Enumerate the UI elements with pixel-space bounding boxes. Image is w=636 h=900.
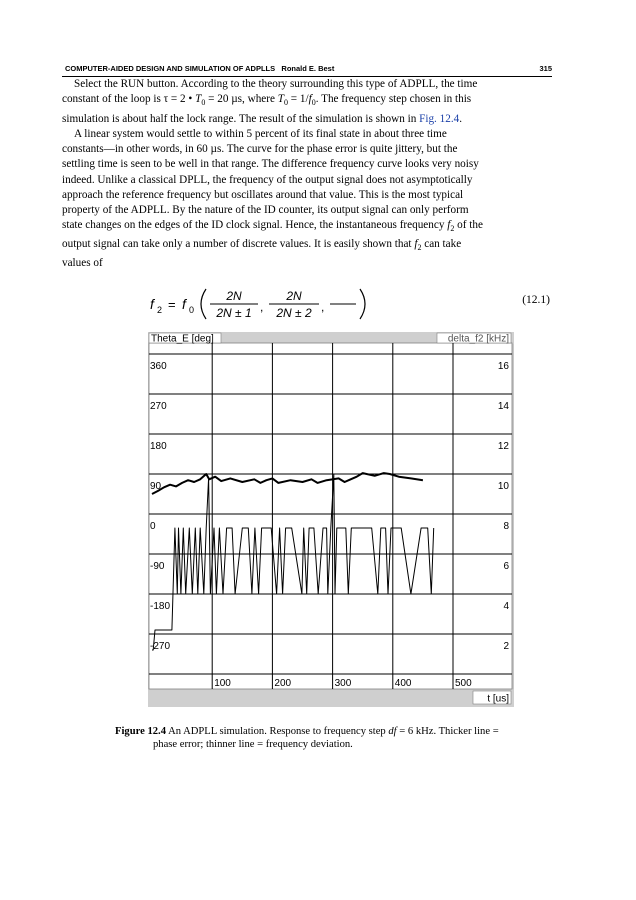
page-number: 315: [539, 64, 552, 73]
eq-num1: 2N: [226, 289, 242, 303]
header-rule: [62, 76, 552, 77]
y-left-tick-label: -270: [150, 641, 171, 652]
running-title: COMPUTER-AIDED DESIGN AND SIMULATION OF ADPLLS Ronald E. Best: [65, 64, 335, 73]
eq-den2: 2N ± 2: [276, 306, 312, 320]
author-name: Ronald E. Best: [281, 64, 335, 73]
equation-12-1: [150, 287, 550, 321]
para1-line2: constant of the loop is τ = 2 • $T_0 = 20$ µs, where $T_0 = 1/f_0$. The frequency step chosen in this: [62, 93, 472, 108]
chart-bottom-bar: [148, 689, 514, 707]
figure-caption: [115, 726, 551, 751]
eq-comma-1: ,: [260, 300, 264, 314]
para2-line7: state changes on the edges of the ID clock signal. Hence, the instantaneous frequency $f_2$ of the: [62, 219, 483, 234]
x-tick-label: 300: [334, 678, 352, 689]
y-left-tick-label: 0: [150, 521, 156, 532]
para2-line4: indeed. Unlike a classical DPLL, the frequency of the output signal does not asymptotically: [62, 173, 473, 186]
para2-line6: property of the ADPLL. By the nature of the ID counter, its output signal can only perform: [62, 204, 469, 217]
eq-f0-sub: 0: [189, 305, 195, 315]
y-right-tick-label: 16: [497, 361, 509, 372]
eq-f0: f: [182, 296, 186, 312]
y-left-tick-label: 90: [150, 481, 162, 492]
y-right-tick-label: 4: [503, 601, 509, 612]
y-left-tick-label: 270: [150, 401, 167, 412]
y-left-tick-label: -90: [150, 561, 165, 572]
figure-link[interactable]: Fig. 12.4: [419, 113, 460, 126]
eq-lhs-f: f: [150, 296, 154, 312]
para1-line1: Select the RUN button. According to the theory surrounding this type of ADPLL, the time: [74, 78, 478, 90]
eq-equals: =: [168, 297, 176, 312]
para2-line1: A linear system would settle to within 5 percent of its final state in about three time: [74, 128, 447, 140]
caption-df: df: [388, 726, 397, 737]
paragraph-1: [62, 79, 552, 125]
para2-line8: output signal can take only a number of discrete values. It is easily shown that $f_2$ can take: [62, 238, 462, 253]
chart-svg: [148, 332, 514, 707]
right-axis-label: delta_f2 [kHz]: [447, 333, 509, 345]
plot-area: [149, 343, 512, 689]
para2-line3: settling time is seen to be well in that range. The difference frequency curve looks very noisy: [62, 158, 479, 171]
eq-comma-2: ,: [321, 300, 325, 314]
y-right-tick-label: 12: [497, 441, 509, 452]
equation-number: (12.1): [522, 294, 550, 306]
y-left-tick-label: 360: [150, 361, 167, 372]
y-right-tick-label: 8: [503, 521, 509, 532]
x-tick-label: 400: [394, 678, 412, 689]
y-right-tick-label: 2: [503, 641, 509, 652]
y-right-tick-label: 14: [497, 401, 509, 412]
caption-label: Figure 12.4: [115, 726, 167, 737]
eq-num2: 2N: [286, 289, 302, 303]
y-left-tick-label: 180: [150, 441, 167, 452]
x-tick-label: 500: [455, 678, 472, 689]
left-axis-label: Theta_E [deg]: [151, 333, 214, 345]
eq-right-paren: [360, 289, 365, 319]
eq-lhs-sub: 2: [157, 305, 163, 315]
caption-line2: phase error; thinner line = frequency deviation.: [153, 738, 353, 750]
para2-line9: values of: [62, 257, 103, 270]
y-left-tick-label: -180: [150, 601, 171, 612]
y-right-tick-label: 6: [503, 561, 509, 572]
para2-line5: approach the reference frequency but oscillates around that value. This is the most typical: [62, 188, 464, 201]
x-tick-label: 200: [274, 678, 292, 689]
eq-left-paren: [201, 289, 206, 319]
equation-svg: [150, 287, 550, 321]
caption-line1: Figure 12.4 An ADPLL simulation. Response to frequency step df = 6 kHz. Thicker line =: [115, 726, 499, 737]
para2-line2: constants—in other words, in 60 µs. The curve for the phase error is quite jittery, but the: [62, 143, 458, 156]
x-axis-label: t [us]: [487, 693, 509, 705]
y-right-tick-label: 10: [497, 481, 509, 492]
simulation-chart: [148, 332, 514, 707]
eq-den1: 2N ± 1: [216, 306, 252, 320]
x-tick-label: 100: [214, 678, 231, 689]
para1-line3: simulation is about half the lock range. The result of the simulation is shown in Fig. 12.4.: [62, 113, 463, 126]
paragraph-2: [62, 129, 552, 269]
